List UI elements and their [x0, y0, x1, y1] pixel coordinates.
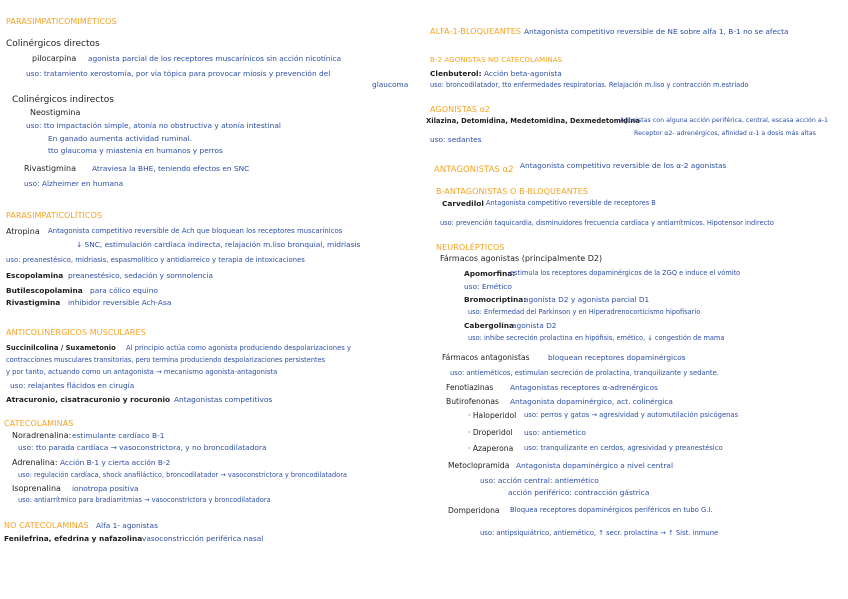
term-butirofenonas: Butirofenonas: [446, 397, 499, 406]
term-haloperidol: · Haloperidol: [468, 411, 517, 420]
noradrenalina-uso: uso: tto parada cardíaca → vasoconstrictora, y no broncodilatadora: [18, 443, 267, 452]
heading-antagonistas-a2: ANTAGONISTAS α2: [434, 164, 514, 174]
apomorfina-desc: estimula los receptores dopaminérgicos de la ZGQ e induce el vómito: [510, 269, 741, 277]
term-bromocriptina: Bromocriptina:: [464, 295, 527, 304]
term-carvedilol: Carvedilol: [442, 199, 484, 208]
haloperidol-uso: uso: perros y gatos → agresividad y automutilación psicógenas: [524, 411, 739, 419]
atropina-desc-2: ↓ SNC, estimulación cardíaca indirecta, relajación m.liso bronquial, midriasis: [76, 240, 361, 249]
no-catecolaminas-desc: Alfa 1- agonistas: [96, 521, 158, 530]
term-adrenalina: Adrenalina:: [12, 458, 58, 467]
heading-parasimpaticoliticos: PARASIMPATICOLÍTICOS: [6, 211, 103, 220]
atropina-uso: uso: preanestésico, midriasis, espasmolítico y antidiarreico y terapia de intoxicaciones: [6, 256, 305, 264]
butilescopolamina-desc: para cólico equino: [90, 286, 158, 295]
heading-agonistas-a2: AGONISTAS α2: [430, 105, 491, 114]
agonistas-a2-desc-2: Receptor α2- adrenérgicos, afinidad α-1 a dosis más altas: [634, 130, 816, 137]
antagonistas-a2-desc: Antagonista competitivo reversible de los α-2 agonistas: [520, 161, 727, 170]
heading-neurolepticos: NEUROLÉPTICOS: [436, 243, 505, 252]
subheading-colinergicos-indirectos: Colinérgicos indirectos: [12, 95, 114, 105]
metoclopramida-desc: Antagonista dopaminérgico a nivel central: [516, 461, 674, 470]
fenotiazinas-desc: Antagonistas receptores α-adrenérgicos: [510, 383, 658, 392]
term-clenbuterol: Clenbuterol:: [430, 69, 482, 78]
heading-alfa1-bloqueantes: ALFA-1-BLOQUEANTES: [430, 27, 522, 36]
term-noradrenalina: Noradrenalina:: [12, 431, 72, 440]
heading-b2-agonistas: B-2 AGONISTAS NO CATECOLAMINAS: [430, 56, 563, 64]
term-fenotiazinas: Fenotiazinas: [446, 383, 494, 392]
noradrenalina-desc: estimulante cardíaco B-1: [72, 431, 165, 440]
term-rivastigmina-2: Rivastigmina: [6, 298, 61, 307]
b-antagonistas-uso: uso: prevención taquicardia, disminuidores frecuencia cardíaca y antiarrítmicos. Hipotensor indirecto: [440, 219, 774, 227]
metoclopramida-uso-2: acción periférico: contracción gástrica: [508, 488, 650, 497]
term-atropina: Atropina: [6, 227, 40, 236]
term-xilazina: Xilazina, Detomidina, Medetomidina, Dexmedetomidina: [426, 117, 640, 125]
term-neostigmina: Neostigmina: [30, 108, 81, 117]
term-rivastigmina: Rivastigmina: [24, 164, 77, 173]
pilocarpina-uso-cont: glaucoma: [372, 80, 409, 89]
alfa1-desc: Antagonista competitivo reversible de NE sobre alfa 1, B-1 no se afecta: [524, 27, 789, 36]
bromocriptina-uso: uso: Enfermedad del Parkinson y en Hiperadrenocorticismo hipofisario: [468, 308, 701, 316]
azaperona-uso: uso: tranquilizante en cerdos, agresividad y preanestésico: [524, 444, 723, 452]
farmacos-antagonistas-uso: uso: antieméticos, estimulan secreción de prolactina, tranquilizante y sedante.: [450, 369, 719, 377]
bromocriptina-desc: agonista D2 y agonista parcial D1: [524, 295, 650, 304]
term-atracuronio: Atracuronio, cisatracuronio y rocuronio: [6, 395, 171, 404]
term-droperidol: · Droperidol: [468, 428, 513, 437]
term-domperidona: Domperidona: [448, 506, 500, 515]
atropina-desc-1: Antagonista competitivo reversible de Ach que bloquean los receptores muscarínicos: [48, 227, 343, 235]
succinilcolina-uso: uso: relajantes flácidos en cirugía: [10, 381, 135, 390]
atracuronio-desc: Antagonistas competitivos: [174, 395, 273, 404]
neostigmina-uso-3: tto glaucoma y miastenia en humanos y perros: [48, 146, 223, 155]
clenbuterol-uso: uso: broncodilatador, tto enfermedades respiratorias. Relajación m.liso y contracción m.estriado: [430, 81, 749, 89]
pilocarpina-uso: uso: tratamiento xerostomía, por vía tópica para provocar miosis y prevención del: [26, 69, 331, 78]
neostigmina-uso-2: En ganado aumenta actividad ruminal.: [48, 134, 192, 143]
adrenalina-desc: Acción B-1 y cierta acción B-2: [60, 458, 171, 467]
fenilefrina-desc: vasoconstricción periférica nasal: [142, 534, 264, 543]
metoclopramida-uso-1: uso: acción central: antiemético: [480, 476, 599, 485]
succinilcolina-desc-3: y por tanto, actuando como un antagonista → mecanismo agonista-antagonista: [6, 368, 278, 376]
term-cabergolina: Cabergolina: [464, 321, 515, 330]
escopolamina-desc: preanestésico, sedación y somnolencia: [68, 271, 214, 280]
term-farmacos-antagonistas: Fármacos antagonistas: [442, 353, 530, 362]
heading-catecolaminas: CATECOLAMINAS: [4, 419, 74, 428]
subheading-colinergicos-directos: Colinérgicos directos: [6, 39, 100, 49]
heading-parasimpaticomimeticos: PARASIMPATICOMIMÉTICOS: [6, 17, 117, 26]
neostigmina-uso-1: uso: tto impactación simple, atonía no obstructiva y atonía intestinal: [26, 121, 281, 130]
term-succinilcolina: Succinilcolina / Suxametonio: [6, 344, 116, 352]
term-butilescopolamina: Butilescopolamina: [6, 286, 83, 295]
term-azaperona: · Azaperona: [468, 444, 514, 453]
agonistas-a2-uso: uso: sedantes: [430, 135, 482, 144]
heading-anticolinergicos: ANTICOLINÉRGICOS MUSCULARES: [6, 328, 146, 337]
pilocarpina-desc: agonista parcial de los receptores muscarínicos sin acción nicotínica: [88, 54, 342, 63]
term-farmacos-agonistas: Fármacos agonistas (principalmente D2): [440, 254, 603, 263]
butirofenonas-desc: Antagonista dopaminérgico, act. colinérgica: [510, 397, 673, 406]
farmacos-antagonistas-desc: bloquean receptores dopaminérgicos: [548, 353, 686, 362]
domperidona-desc: Bloquea receptores dopaminérgicos periféricos en tubo G.I.: [510, 506, 713, 514]
heading-b-antagonistas: B-ANTAGONISTAS O B-BLOQUEANTES: [436, 187, 589, 196]
term-fenilefrina: Fenilefrina, efedrina y nafazolina: [4, 534, 143, 543]
succinilcolina-desc-1: Al principio actúa como agonista produciendo despolarizaciones y: [126, 344, 352, 352]
succinilcolina-desc-2: contracciones musculares transitorias, pero termina produciendo despolarizaciones persistentes: [6, 356, 326, 364]
term-metoclopramida: Metoclopramida: [448, 461, 510, 470]
carvedilol-desc: Antagonista competitivo reversible de receptores B: [486, 199, 656, 207]
isoprenalina-uso: uso: antiarrítmico para bradiarritmias → vasoconstrictora y broncodilatadora: [18, 496, 271, 504]
cabergolina-uso: uso: inhibe secreción prolactina en hipófisis, emético, ↓ congestión de mama: [468, 334, 725, 342]
rivastigmina-2-desc: inhibidor reversible Ach-Asa: [68, 298, 172, 307]
rivastigmina-desc: Atraviesa la BHE, teniendo efectos en SNC: [92, 164, 250, 173]
heading-no-catecolaminas: NO CATECOLAMINAS: [4, 521, 89, 530]
rivastigmina-uso: uso: Alzheimer en humana: [24, 179, 124, 188]
term-escopolamina: Escopolamina: [6, 271, 64, 280]
term-pilocarpina: pilocarpina: [32, 54, 77, 63]
droperidol-uso: uso: antiemético: [524, 428, 586, 437]
domperidona-uso: uso: antipsiquiátrico, antiemético, ↑ secr. prolactina → ↑ Sist. inmune: [480, 529, 719, 537]
clenbuterol-desc: Acción beta-agonista: [484, 69, 562, 78]
isoprenalina-desc: ionotropa positiva: [72, 484, 139, 493]
apomorfina-uso: uso: Emético: [464, 282, 512, 291]
cabergolina-desc: agonista D2: [512, 321, 557, 330]
agonistas-a2-desc-1: Agonistas con alguna acción periférica, central, escasa acción a-1: [620, 117, 829, 124]
term-apomorfina: Apomorfina:: [464, 269, 516, 278]
adrenalina-uso: uso: regulación cardíaca, shock anafiláctico, broncodilatador → vasoconstrictora y broncodilatadora: [18, 471, 347, 479]
term-isoprenalina: Isoprenalina: [12, 484, 61, 493]
